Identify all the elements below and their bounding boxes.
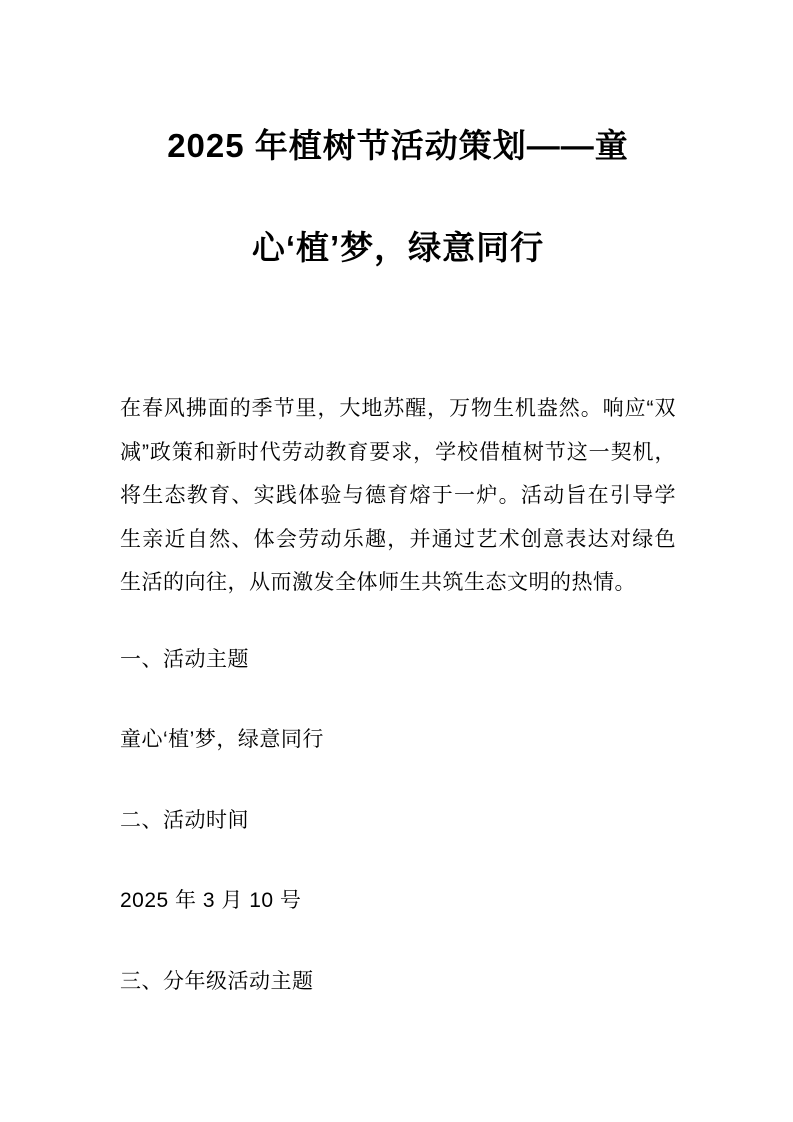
section-2-body: 2025 年 3 月 10 号 <box>120 889 302 912</box>
section-2-heading: 二、活动时间 <box>120 808 249 832</box>
section-1-heading: 一、活动主题 <box>120 647 249 671</box>
section-1-body: 童心‘植’梦，绿意同行 <box>120 728 324 751</box>
document-title: 2025 年植树节活动策划——童心‘植’梦，绿意同行 <box>167 127 629 266</box>
section-3-heading: 三、分年级活动主题 <box>120 969 314 993</box>
intro-paragraph: 在春风拂面的季节里，大地苏醒，万物生机盎然。响应“双减”政策和新时代劳动教育要求，学校借植树节这一契机，将生态教育、实践体验与德育熔于一炉。活动旨在引导学生亲近自然、体会劳动乐趣，并通过艺术创意表达对绿色生活的向往，从而激发全体师生共筑生态文明的热情。 <box>120 397 676 594</box>
